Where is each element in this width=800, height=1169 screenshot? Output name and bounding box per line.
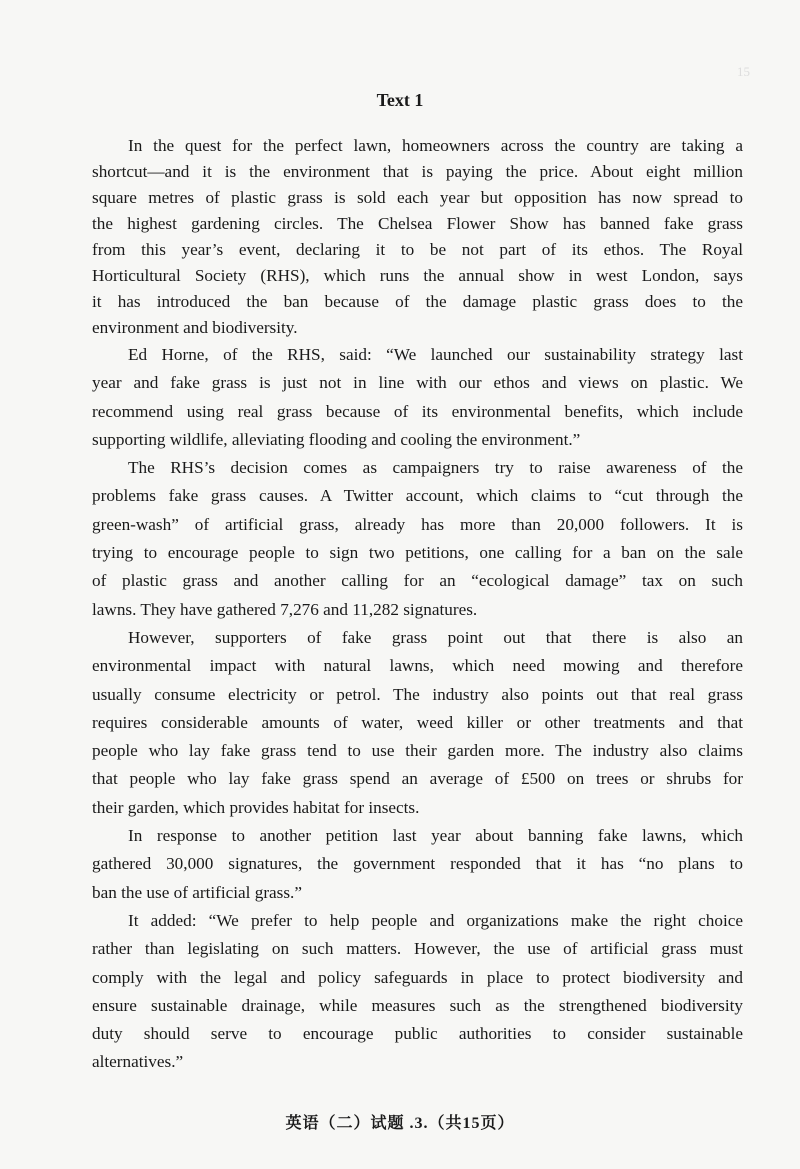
text-line: In the quest for the perfect lawn, homeowners across the country are taking a bbox=[128, 136, 743, 155]
corner-mark: 15 bbox=[737, 64, 750, 79]
text-line: year and fake grass is just not in line with our ethos and views on plastic. We bbox=[92, 373, 743, 393]
text-line: Ed Horne, of the RHS, said: “We launched our sustainability strategy last bbox=[128, 345, 743, 364]
text-line: ensure sustainable drainage, while measures such as the strengthened biodiversity bbox=[92, 995, 743, 1015]
text-line: environment and biodiversity. bbox=[92, 318, 298, 337]
text-line: usually consume electricity or petrol. The industry also points out that real grass bbox=[92, 684, 743, 704]
text-line: gathered 30,000 signatures, the government responded that it has “no plans to bbox=[92, 854, 743, 874]
paragraph bbox=[92, 822, 743, 907]
text-line: shortcut—and it is the environment that is paying the price. About eight million bbox=[92, 162, 743, 181]
text-line: problems fake grass causes. A Twitter account, which claims to “cut through the bbox=[92, 486, 743, 506]
text-line: It added: “We prefer to help people and organizations make the right choice bbox=[128, 910, 743, 930]
text-line: of plastic grass and another calling for an “ecological damage” tax on such bbox=[92, 571, 743, 591]
text-line: ban the use of artificial grass.” bbox=[92, 882, 302, 902]
paragraph bbox=[92, 624, 743, 822]
text-line: that people who lay fake grass spend an average of £500 on trees or shrubs for bbox=[92, 769, 743, 789]
text-line: lawns. They have gathered 7,276 and 11,282 signatures. bbox=[92, 599, 478, 619]
text-line: the highest gardening circles. The Chelsea Flower Show has banned fake grass bbox=[92, 214, 743, 233]
text-line: rather than legislating on such matters. However, the use of artificial grass must bbox=[92, 939, 743, 959]
section-title: Text 1 bbox=[376, 90, 424, 110]
text-line: supporting wildlife, alleviating flooding and cooling the environment.” bbox=[92, 429, 581, 449]
text-line: alternatives.” bbox=[92, 1052, 184, 1072]
paragraph bbox=[92, 454, 743, 624]
paragraph bbox=[92, 907, 743, 1077]
text-line: The RHS’s decision comes as campaigners try to raise awareness of the bbox=[128, 458, 743, 478]
text-line: from this year’s event, declaring it to be not part of its ethos. The Royal bbox=[92, 240, 743, 259]
text-line: However, supporters of fake grass point out that there is also an bbox=[128, 627, 743, 647]
paragraph bbox=[92, 341, 743, 454]
text-line: people who lay fake grass tend to use their garden more. The industry also claims bbox=[92, 741, 743, 761]
text-line: environmental impact with natural lawns, which need mowing and therefore bbox=[92, 656, 743, 676]
text-line: requires considerable amounts of water, weed killer or other treatments and that bbox=[92, 712, 743, 732]
text-line: green-wash” of artificial grass, already has more than 20,000 followers. It is bbox=[92, 514, 743, 534]
text-line: it has introduced the ban because of the damage plastic grass does to the bbox=[92, 292, 743, 311]
article-body bbox=[92, 133, 743, 1077]
page-footer: 英语（二）试题 .3.（共15页） bbox=[285, 1115, 515, 1132]
text-line: In response to another petition last year about banning fake lawns, which bbox=[128, 826, 743, 846]
text-line: Horticultural Society (RHS), which runs the annual show in west London, says bbox=[92, 266, 743, 285]
paragraph bbox=[92, 133, 743, 341]
text-line: their garden, which provides habitat for insects. bbox=[92, 797, 420, 817]
text-line: comply with the legal and policy safeguards in place to protect biodiversity and bbox=[92, 967, 743, 987]
text-line: trying to encourage people to sign two petitions, one calling for a ban on the sale bbox=[92, 543, 743, 563]
text-line: square metres of plastic grass is sold each year but opposition has now spread to bbox=[92, 188, 743, 207]
text-line: duty should serve to encourage public authorities to consider sustainable bbox=[92, 1024, 743, 1044]
text-line: recommend using real grass because of its environmental benefits, which include bbox=[92, 401, 743, 421]
